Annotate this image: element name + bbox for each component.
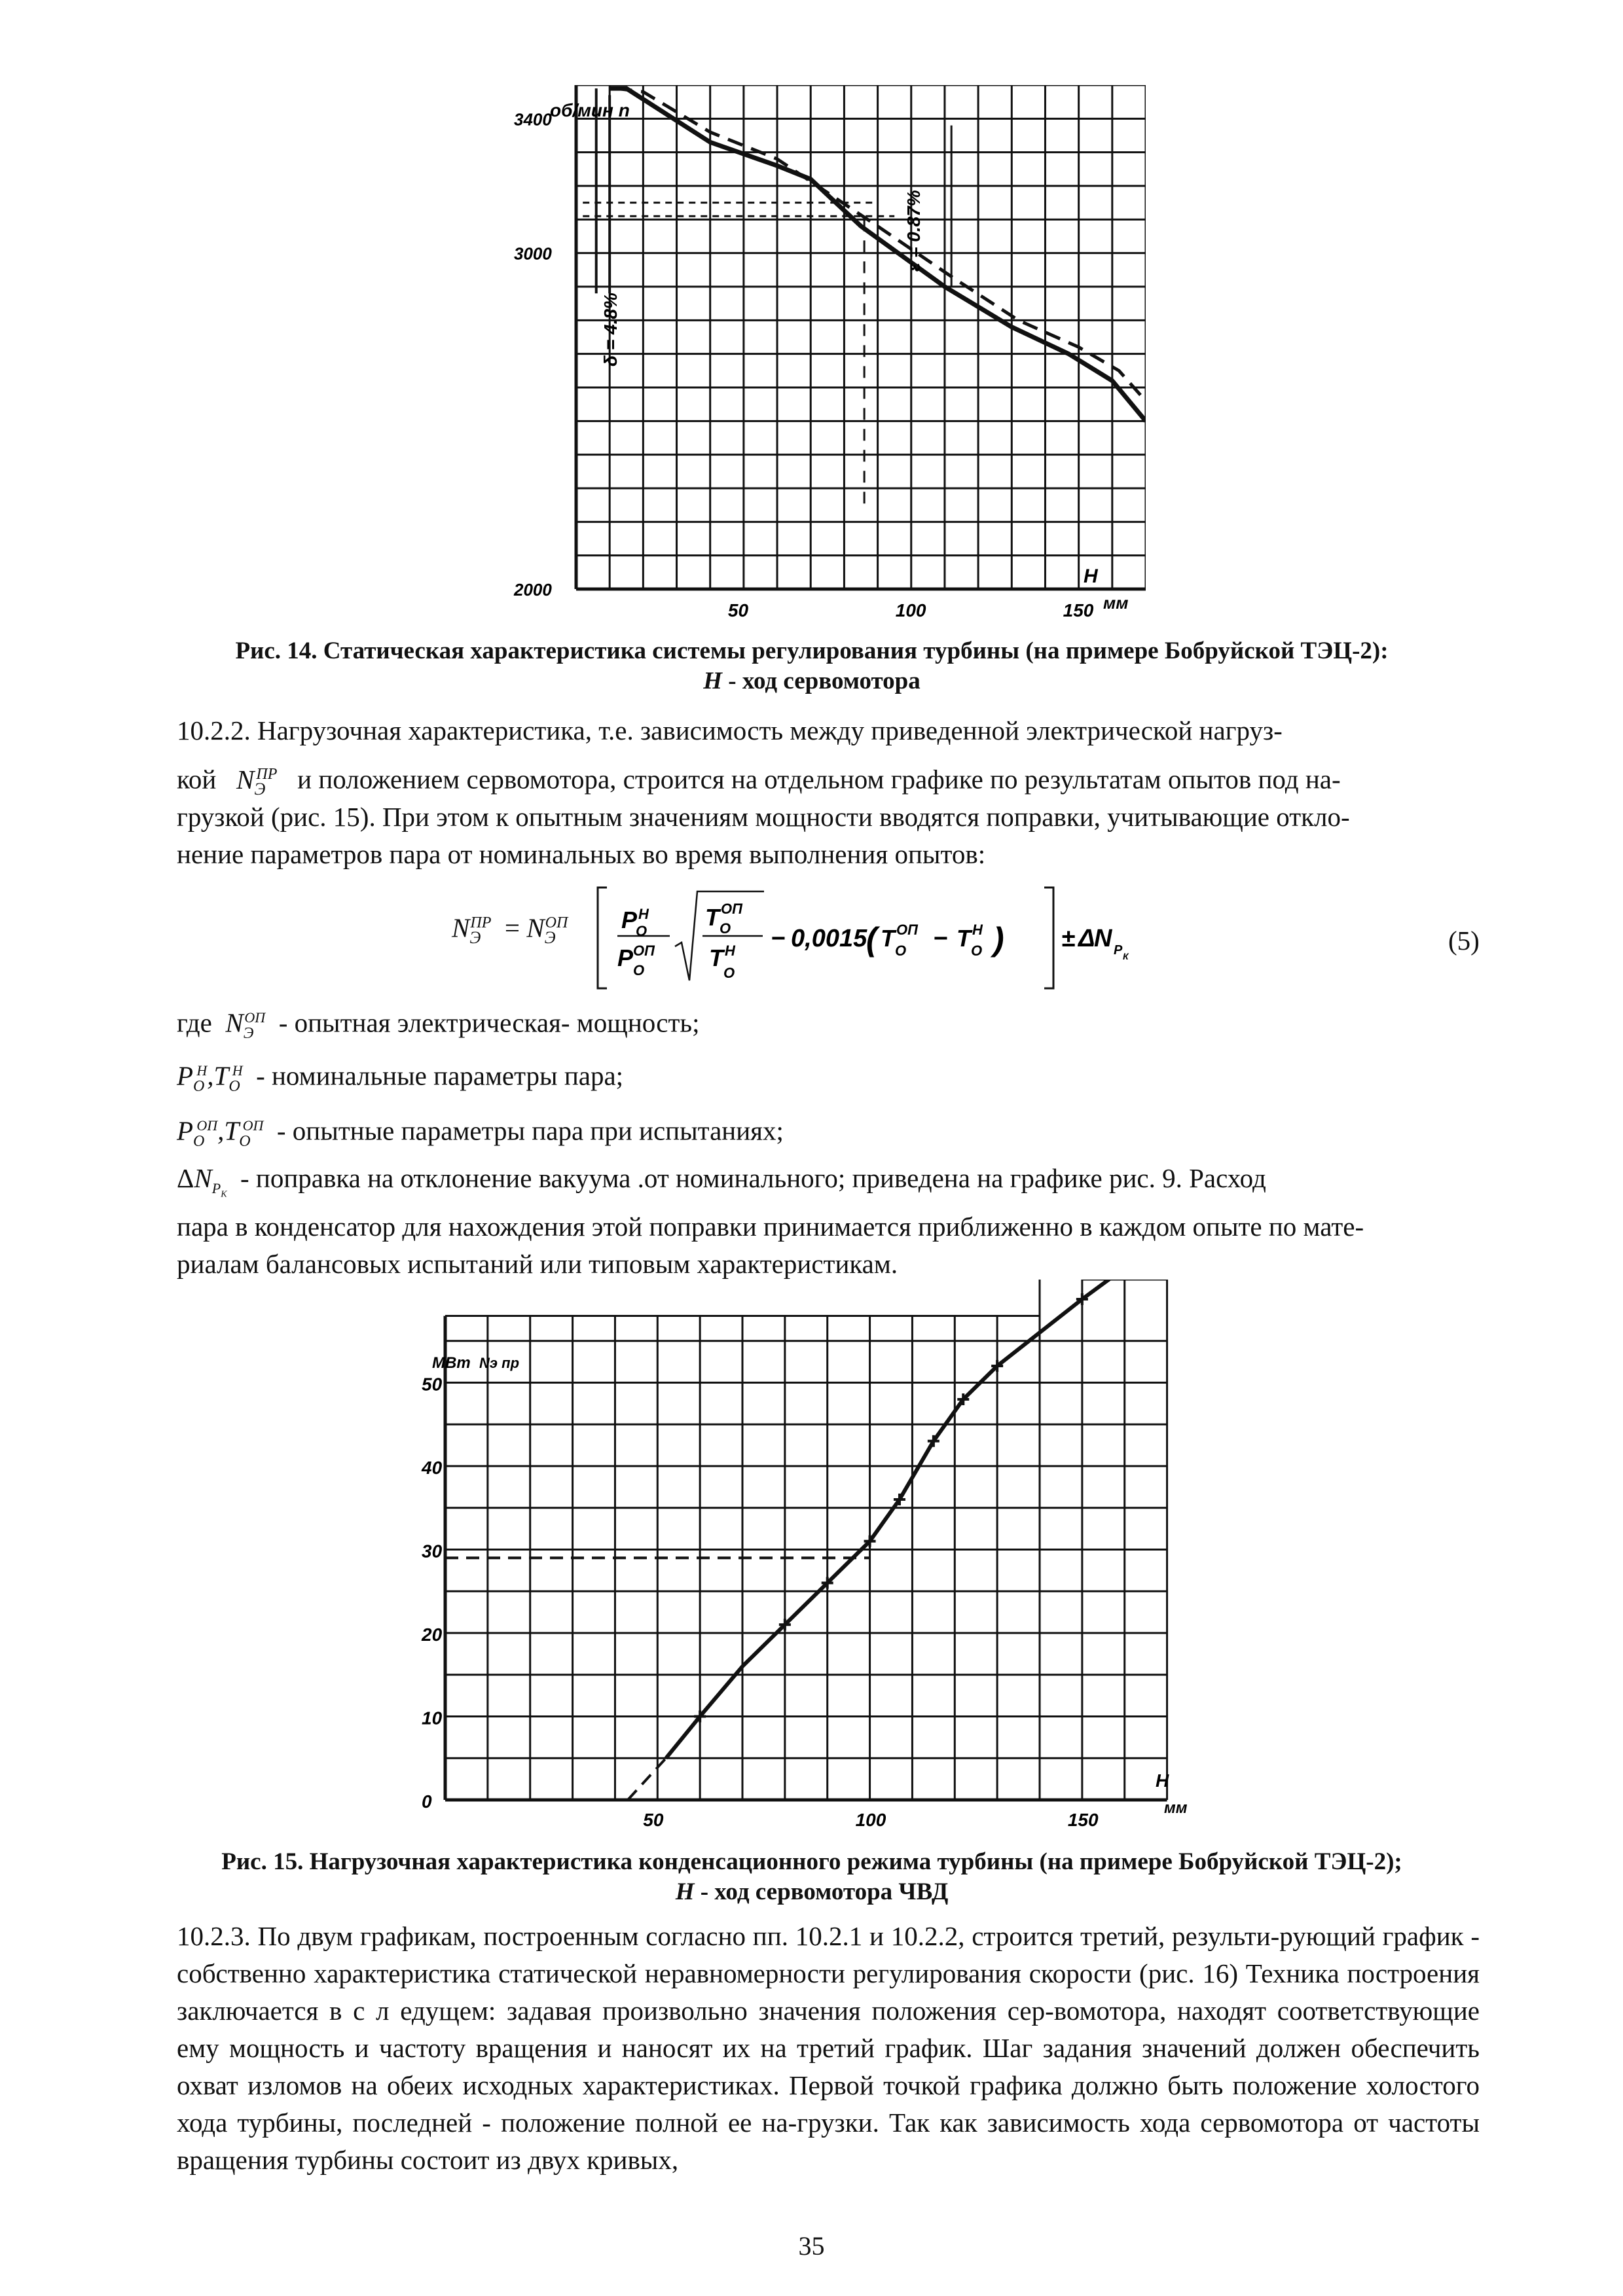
fig14-y-tick-label: 3400: [514, 109, 552, 130]
fig14-caption-sub: [131, 666, 1493, 696]
paragraph-10-2-2-line1: [177, 712, 1480, 749]
fig15-x-unit: мм: [1164, 1799, 1188, 1817]
svg-text:T: T: [705, 904, 720, 931]
svg-text:P: P: [1114, 943, 1123, 958]
svg-text:(: (: [866, 921, 877, 958]
fig14-annotations: [583, 88, 951, 505]
fig15-y-tick-label: 20: [422, 1624, 443, 1645]
svg-text:±: ±: [1061, 925, 1075, 952]
fig15-y-var: Nэ пр: [479, 1355, 520, 1371]
fig14-y-tick-label: 3000: [514, 243, 552, 264]
fig14-caption-rest: - ход сервомотора: [722, 668, 921, 694]
para1-text: 10.2.2. Нагрузочная характеристика, т.е. зависимость между приведенной электрической нагруз-: [177, 715, 1283, 745]
equation-5-body: [593, 882, 1156, 994]
svg-text:): ): [993, 921, 1004, 958]
svg-text:ОП: ОП: [721, 901, 742, 917]
def4-text: - поправка на отклонение вакуума .от номинального; приведена на графике рис. 9. Расход: [240, 1163, 1266, 1193]
fig15-y-tick-label: 40: [422, 1458, 443, 1478]
figure-15-chart: [419, 1280, 1205, 1836]
fig15-y-tick-label: 10: [422, 1708, 443, 1729]
def-line-2: $P_O^Н,T_O^Н$ - номинальные параметры пара;: [177, 1060, 624, 1095]
fig14-x-unit: мм: [1103, 593, 1129, 613]
svg-text:Н: Н: [638, 906, 649, 922]
svg-text:O: O: [971, 942, 983, 959]
svg-text:К: К: [1123, 951, 1129, 961]
svg-text:ОП: ОП: [896, 922, 918, 938]
svg-text:O: O: [636, 923, 647, 939]
def3-text: - опытные параметры пара при испытаниях;: [276, 1115, 784, 1146]
svg-text:T: T: [881, 925, 895, 952]
fig14-x-var: H: [1084, 565, 1098, 587]
fig14-x-tick-label: 100: [895, 600, 926, 620]
var-N-e-pr: $N_Э^{ПР}$: [223, 764, 278, 798]
figure-14-chart: [491, 85, 1146, 622]
fig14-caption-var: H: [703, 668, 723, 694]
svg-text:T: T: [709, 944, 723, 971]
para1b-pre: кой: [177, 764, 217, 795]
fig14-y-unit: об/мин n: [550, 100, 630, 120]
equation-number: (5): [1448, 925, 1480, 956]
svg-text:P: P: [617, 944, 634, 971]
svg-text:Н: Н: [725, 942, 735, 959]
where-label: где: [177, 1007, 212, 1038]
fig15-caption-rest: - ход сервомотора ЧВД: [694, 1878, 949, 1905]
fig14-annot-left: δ = 4.8%: [600, 293, 621, 367]
def-line-4b: пара в конденсатор для нахождения этой поправки принимается приближенно в каждом опыте по мате-: [177, 1211, 1364, 1242]
svg-text:O: O: [895, 942, 907, 959]
fig14-caption-main: Рис. 14. Статическая характеристика системы регулирования турбины (на примере Бобруйской ТЭЦ-2):: [235, 637, 1389, 664]
eq-coefficient: 0,0015: [791, 925, 867, 952]
def-line-1: где $N_Э^{ОП}$ - опытная электрическая- мощность;: [177, 1007, 700, 1042]
fig15-y-tick-label: 0: [422, 1791, 432, 1812]
fig15-x-var: H: [1156, 1770, 1169, 1791]
fig14-x-tick-label: 150: [1063, 600, 1094, 620]
paragraph-10-2-3: 10.2.3. По двум графикам, построенным согласно пп. 10.2.1 и 10.2.2, строится третий, результи-рующий график - собственно характеристика статической неравномерности регулирования скорости (рис. 16) Техника построения заключается в с л едущем: задавая произвольно значения положения сер-вомотора, находят соответствующие ему мощность и частоту вращения и наносят их на третий график. Шаг задания значений должен обеспечить охват изломов на обеих исходных характеристиках. Первой точкой графика должно быть положение холостого хода турбины, последней - положение полной ее на-грузки. Так как зависимость хода сервомотора от частоты вращения турбины состоит из двух кривых,: [177, 1921, 1480, 2175]
fig15-y-unit: МВт: [432, 1354, 471, 1372]
paragraph-10-2-2-line3: грузкой (рис. 15). При этом к опытным значениям мощности вводятся поправки, учитывающие откло-: [177, 802, 1350, 832]
svg-text:O: O: [723, 965, 735, 981]
svg-text:N: N: [1094, 925, 1112, 952]
fig15-grid: [421, 1280, 1167, 1830]
fig15-caption-var: H: [675, 1878, 695, 1905]
fig14-caption: [131, 636, 1493, 696]
svg-text:T: T: [957, 925, 971, 952]
fig15-caption-sub: [131, 1877, 1493, 1907]
svg-text:−: −: [771, 925, 786, 952]
equation-5: $N_Э^{ПР} = N_Э^{ОП}$: [452, 912, 568, 947]
fig15-y-tick-label: 30: [422, 1541, 443, 1562]
fig15-series-extrapolated: [628, 1758, 666, 1800]
paragraph-10-2-2-line4: нение параметров пара от номинальных во время выполнения опытов:: [177, 839, 986, 869]
svg-text:O: O: [720, 920, 731, 937]
svg-text:−: −: [933, 925, 948, 952]
fig15-x-tick-label: 100: [855, 1810, 886, 1830]
fig14-y-tick-label: 2000: [514, 580, 552, 600]
svg-text:ОП: ОП: [633, 942, 655, 959]
fig15-lines: [445, 1280, 1165, 1800]
para1b-post: и положением сервомотора, строится на отдельном графике по результатам опытов под на-: [297, 764, 1341, 795]
fig14-x-tick-label: 50: [727, 600, 749, 620]
def-line-4: $\Delta N_{P_К}$ - поправка на отклонение вакуума .от номинального; приведена на графике рис. 9. Расход: [177, 1163, 1266, 1200]
fig15-caption: [131, 1847, 1493, 1907]
def1-text: - опытная электрическая- мощность;: [278, 1007, 700, 1038]
svg-text:Н: Н: [972, 922, 983, 938]
svg-text:P: P: [621, 906, 638, 933]
fig15-x-tick-label: 150: [1067, 1810, 1099, 1830]
svg-text:Δ: Δ: [1078, 925, 1095, 952]
svg-text:O: O: [633, 962, 645, 978]
fig15-x-tick-label: 50: [643, 1810, 664, 1830]
def2-text: - номинальные параметры пара;: [256, 1060, 624, 1091]
fig14-annot-right: ε = 0.87%: [903, 190, 924, 272]
def-line-4c: риалам балансовых испытаний или типовым характеристикам.: [177, 1249, 898, 1279]
def-line-3: $P_O^{ОП},T_O^{ОП}$ - опытные параметры пара при испытаниях;: [177, 1115, 784, 1150]
fig15-caption-main: Рис. 15. Нагрузочная характеристика конденсационного режима турбины (на примере Бобруйской ТЭЦ-2);: [221, 1848, 1402, 1875]
page-number: 35: [798, 2231, 825, 2261]
fig15-y-tick-label: 50: [422, 1374, 443, 1395]
